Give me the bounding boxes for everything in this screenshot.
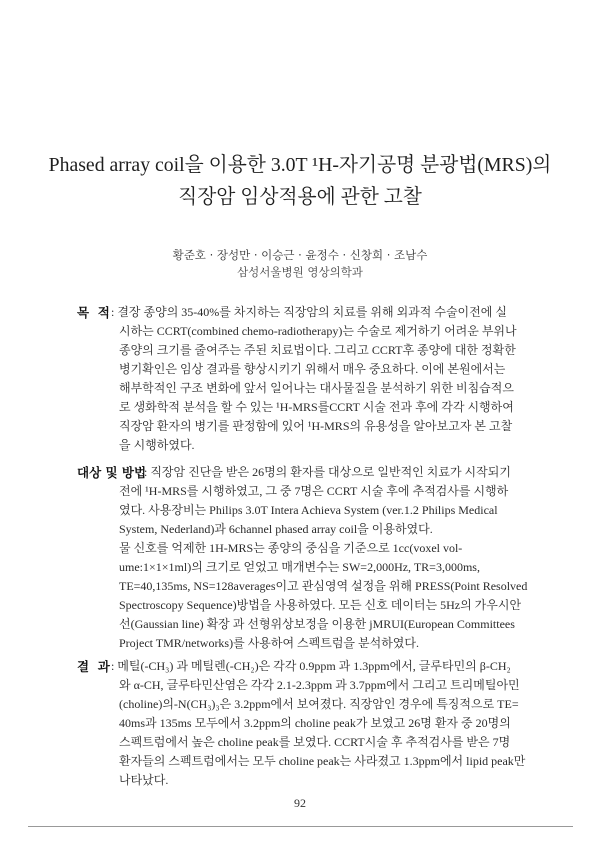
results-line: 40ms과 135ms 모두에서 3.2ppm의 choline peak가 보였고 26명 환자 중 20명의: [119, 716, 511, 730]
methods-line: Spectroscopy Sequence)방법을 사용하였다. 모든 신호 데이터는 5Hz의 가우시안: [119, 598, 522, 612]
results-line: 환자들의 스펙트럼에서는 모두 choline peak는 사라졌고 1.3ppm에서 lipid peak만: [119, 754, 526, 768]
methods-line: TE=40,135ms, NS=128averages이고 관심영역 설정을 위해 PRESS(Point Resolved: [119, 579, 528, 593]
purpose-line: 해부학적인 구조 변화에 앞서 일어나는 대사물질을 분석하기 위한 비침습적으: [119, 381, 514, 395]
paper-title-line-2: 직장암 임상적용에 관한 고찰: [178, 186, 422, 208]
methods-line: 였다. 사용장비는 Philips 3.0T Intera Achieva System (ver.1.2 Philips Medical: [119, 503, 498, 517]
purpose-line: 로 생화학적 분석을 할 수 있는 ¹H-MRS를CCRT 시술 전과 후에 각각 시행하여: [119, 400, 514, 414]
paper-title-line-1: Phased array coil을 이용한 3.0T ¹H-자기공명 분광법(MRS)의: [48, 154, 552, 176]
methods-line: : 직장암 진단을 받은 26명의 환자를 대상으로 일반적인 치료가 시작되기: [144, 465, 511, 479]
affiliation: 삼성서울병원 영상의학과: [237, 265, 363, 279]
purpose-line: 병기확인은 임상 결과를 향상시키기 위해서 매우 중요하다. 이에 본원에서는: [119, 362, 506, 376]
page-number: 92: [294, 796, 306, 810]
footer-divider: [28, 826, 573, 827]
results-line: : 메틸(-CH₃) 과 메틸렌(-CH₂)은 각각 0.9ppm 과 1.3ppm에서, 글루타민의 β-CH₂: [111, 659, 511, 673]
purpose-line: 을 시행하였다.: [119, 438, 195, 452]
purpose-line: 종양의 크기를 줄여주는 주된 치료법이다. 그리고 CCRT후 종양에 대한 정확한: [119, 343, 516, 357]
results-line: 스펙트럼에서 높은 choline peak를 보였다. CCRT시술 후 추적검사를 받은 7명: [119, 735, 511, 749]
section-label-results: 결 과: [77, 659, 110, 674]
section-label-purpose: 목 적: [77, 305, 110, 320]
methods-line: 물 신호를 억제한 1H-MRS는 종양의 중심을 기준으로 1cc(voxel vol-: [119, 541, 463, 555]
purpose-line: 시하는 CCRT(combined chemo-radiotherapy)는 수술로 제거하기 어려운 부위나: [119, 324, 517, 338]
methods-line: 선(Gaussian line) 확장 과 선형위상보정을 이용한 jMRUI(European Committees: [119, 617, 515, 631]
methods-line: 전에 ¹H-MRS를 시행하였고, 그 중 7명은 CCRT 시술 후에 추적검사를 시행하: [119, 484, 509, 498]
methods-line: Project TMR/networks)를 사용하여 스펙트럼을 분석하였다.: [119, 636, 419, 650]
author-list: 황준호 · 장성만 · 이승근 · 윤정수 · 신창희 · 조남수: [172, 248, 428, 262]
results-line: 나타났다.: [119, 773, 169, 787]
methods-line: ume:1×1×1ml)의 크기로 얻었고 매개변수는 SW=2,000Hz, TR=3,000ms,: [119, 560, 480, 574]
section-label-methods: 대상 및 방법: [77, 465, 147, 480]
purpose-line: : 결장 종양의 35-40%를 차지하는 직장암의 치료를 위해 외과적 수술이전에 실: [111, 305, 507, 319]
results-line: (choline)의-N(CH₃)₃은 3.2ppm에서 보여졌다. 직장암인 경우에 특징적으로 TE=: [119, 697, 519, 711]
methods-line: System, Nederland)과 6channel phased array coil을 이용하였다.: [119, 522, 433, 536]
purpose-line: 직장암 환자의 병기를 판정함에 있어 ¹H-MRS의 유용성을 알아보고자 본 고찰: [119, 419, 513, 433]
results-line: 와 α-CH, 글루타민산염은 각각 2.1-2.3ppm 과 3.7ppm에서 그리고 트리메틸아민: [119, 678, 520, 692]
